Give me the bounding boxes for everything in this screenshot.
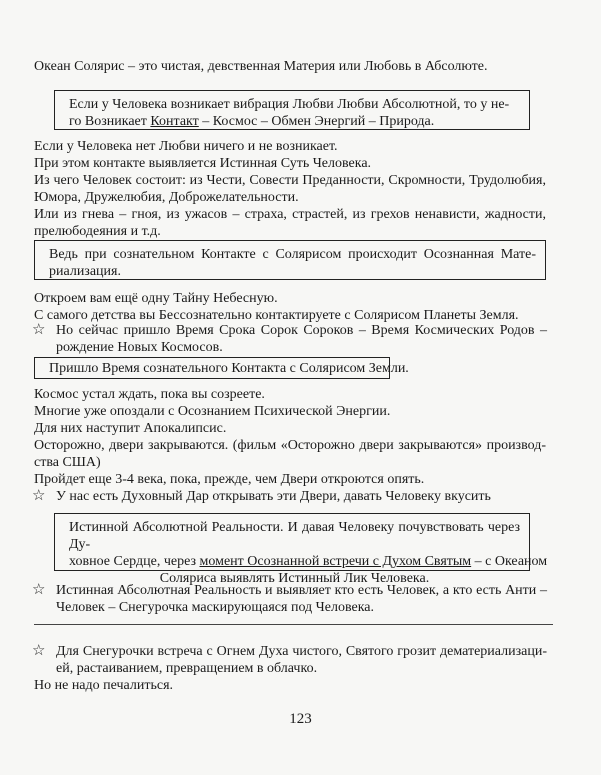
box-line: Истинной Абсолютной Реальности. И давая Человеку почувствовать через Ду-	[69, 520, 520, 552]
text-line: Истинная Абсолютная Реальность и выявляет кто есть Человек, а кто есть Анти –	[56, 583, 547, 598]
star-bullet-icon: ☆	[32, 643, 46, 659]
star-item-new-cosmoses	[56, 322, 547, 356]
text-line: ей, растаиванием, превращением в облачко.	[56, 661, 318, 676]
box-text: – Космос – Обмен Энергий – Природа.	[198, 114, 435, 129]
text-line: Юмора, Дружелюбия, Доброжелательности.	[34, 190, 299, 205]
box-line: Пришло Время сознательного Контакта с Солярисом Земли.	[49, 361, 409, 376]
star-item-snow-maiden	[56, 643, 547, 677]
box-line: риализация.	[49, 264, 121, 279]
text-line: Космос устал ждать, пока вы созреете.	[34, 387, 265, 402]
star-bullet-icon: ☆	[32, 582, 46, 598]
text-line: Для Снегурочки встреча с Огнем Духа чистого, Святого грозит дематериализаци-	[56, 644, 547, 659]
box-line	[69, 113, 520, 130]
horizontal-rule	[34, 624, 553, 625]
box-line	[69, 553, 548, 570]
text-line: Из чего Человек состоит: из Чести, Совести Преданности, Скромности, Трудолюбия,	[34, 173, 546, 188]
text-line: Человек – Снегурочка маскирующаяся под Человека.	[56, 600, 375, 615]
paragraph-human-essence	[34, 138, 546, 240]
framed-note-conscious-contact	[34, 240, 546, 280]
text-line: Пройдет еще 3-4 века, пока, прежде, чем Двери откроются опять.	[34, 472, 425, 487]
closing-paragraph: Но не надо печалиться.	[34, 678, 174, 693]
text-line: Но сейчас пришло Время Срока Сорок Сороков – Время Космических Родов –	[56, 323, 547, 338]
star-bullet-icon: ☆	[32, 488, 46, 504]
text-line: ства США)	[34, 455, 101, 470]
framed-note-absolute-reality	[54, 513, 548, 586]
underlined-term-contact: Контакт	[150, 114, 199, 129]
box-line: Если у Человека возникает вибрация Любви Любви Абсолютной, то у не-	[69, 97, 510, 112]
paragraph-heavenly-secret	[34, 290, 546, 324]
box-line: Соляриса выявлять Истинный Лик Человека.	[159, 571, 430, 586]
framed-note-time-of-contact	[34, 357, 409, 379]
star-item-anti-human	[56, 582, 547, 616]
box-text: ховное Сердце, через	[69, 554, 200, 569]
box-text: го Возникает	[69, 114, 151, 129]
text-line: При этом контакте выявляется Истинная Суть Человека.	[34, 156, 372, 171]
text-line: рождение Новых Космосов.	[56, 340, 223, 355]
box-text: – с Океаном	[471, 554, 548, 569]
star-bullet-icon: ☆	[32, 322, 46, 338]
framed-note-love-vibration	[54, 90, 530, 130]
star-item-spiritual-gift: У нас есть Духовный Дар открывать эти Двери, давать Человеку вкусить	[56, 489, 491, 504]
page-number: 123	[289, 711, 312, 727]
box-line: Ведь при сознательном Контакте с Солярисом происходит Осознанная Мате-	[49, 247, 536, 262]
text-line: Если у Человека нет Любви ничего и не возникает.	[34, 139, 338, 154]
text-line: Или из гнева – гноя, из ужасов – страха, страстей, из грехов ненависти, жадности,	[34, 207, 546, 222]
text-line: прелюбодеяния и т.д.	[34, 224, 161, 239]
text-line: Осторожно, двери закрываются. (фильм «Осторожно двери закрываются» производ-	[34, 438, 546, 453]
text-line: Откроем вам ещё одну Тайну Небесную.	[34, 291, 278, 306]
paragraph-cosmos-waiting	[34, 386, 546, 488]
text-line: Для них наступит Апокалипсис.	[34, 421, 227, 436]
intro-paragraph: Океан Солярис – это чистая, девственная Материя или Любовь в Абсолюте.	[34, 59, 488, 74]
text-line: С самого детства вы Бессознательно контактируете с Солярисом Планеты Земля.	[34, 308, 519, 323]
underlined-phrase-holy-spirit: момент Осознанной встречи с Духом Святым	[199, 554, 472, 569]
text-line: Многие уже опоздали с Осознанием Психической Энергии.	[34, 404, 391, 419]
